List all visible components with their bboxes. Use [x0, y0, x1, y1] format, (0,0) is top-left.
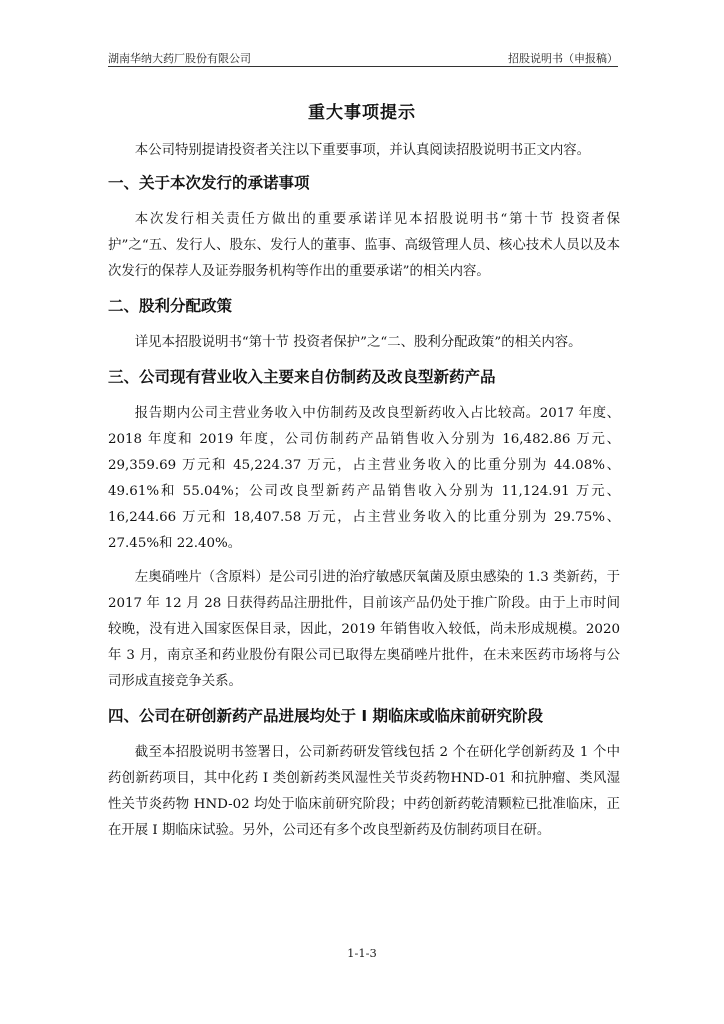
header-divider	[108, 66, 618, 67]
section-paragraph: 左奥硝唑片（含原料）是公司引进的治疗敏感厌氧菌及原虫感染的 1.3 类新药，于 2017 年 12 月 28 日获得药品注册批件，目前该产品仍处于推广阶段。由于上市时间较晚，没有进入国家医保目录，因此，2019 年销售收入较低，尚未形成规模。2020 年 3 月，南京圣和药业股份有限公司已取得左奥硝唑片批件，在未来医药市场将与公司形成直接竞争关系。	[108, 570, 620, 689]
section-paragraph: 报告期内公司主营业务收入中仿制药及改良型新药收入占比较高。2017 年度、2018 年度和 2019 年度，公司仿制药产品销售收入分别为 16,482.86 万元、29,359.69 万元和 45,224.37 万元，占主营业务收入的比重分别为 44.08%、49.61%和 55.04%；公司改良型新药产品销售收入分别为 11,124.91 万元、16,244.66 万元和 18,407.58 万元，占主营业务收入的比重分别为 29.75%、27.45%和 22.40%。	[108, 406, 620, 551]
section-paragraph: 本次发行相关责任方做出的重要承诺详见本招股说明书“第十节 投资者保护”之“五、发行人、股东、发行人的董事、监事、高级管理人员、核心技术人员以及本次发行的保荐人及证券服务机构等作出的重要承诺”的相关内容。	[108, 212, 620, 279]
section-paragraph: 详见本招股说明书“第十节 投资者保护”之“二、股利分配政策”的相关内容。	[134, 335, 582, 350]
section-heading-revenue-sources: 三、公司现有营业收入主要来自仿制药及改良型新药产品	[108, 368, 496, 386]
section-heading-commitments: 一、关于本次发行的承诺事项	[108, 174, 310, 192]
header-document-type: 招股说明书（申报稿）	[508, 52, 618, 65]
section-paragraph: 截至本招股说明书签署日，公司新药研发管线包括 2 个在研化学创新药及 1 个中药创新药项目，其中化药 I 类创新药类风湿性关节炎药物HND-01 和抗肿瘤、类风湿性关节炎药物 HND-02 均处于临床前研究阶段；中药创新药乾清颗粒已批准临床，正在开展 I 期临床试验。另外，公司还有多个改良型新药及仿制药项目在研。	[108, 745, 620, 838]
document-body	[108, 138, 620, 844]
page-number: 1-1-3	[347, 946, 377, 960]
page-title: 重大事项提示	[308, 103, 416, 123]
page-header	[108, 48, 618, 68]
header-company-name: 湖南华纳大药厂股份有限公司	[108, 52, 251, 65]
section-heading-rd-pipeline: 四、公司在研创新药产品进展均处于 I 期临床或临床前研究阶段	[108, 707, 544, 725]
intro-paragraph: 本公司特别提请投资者关注以下重要事项，并认真阅读招股说明书正文内容。	[134, 143, 591, 158]
section-heading-dividend-policy: 二、股利分配政策	[108, 297, 233, 315]
